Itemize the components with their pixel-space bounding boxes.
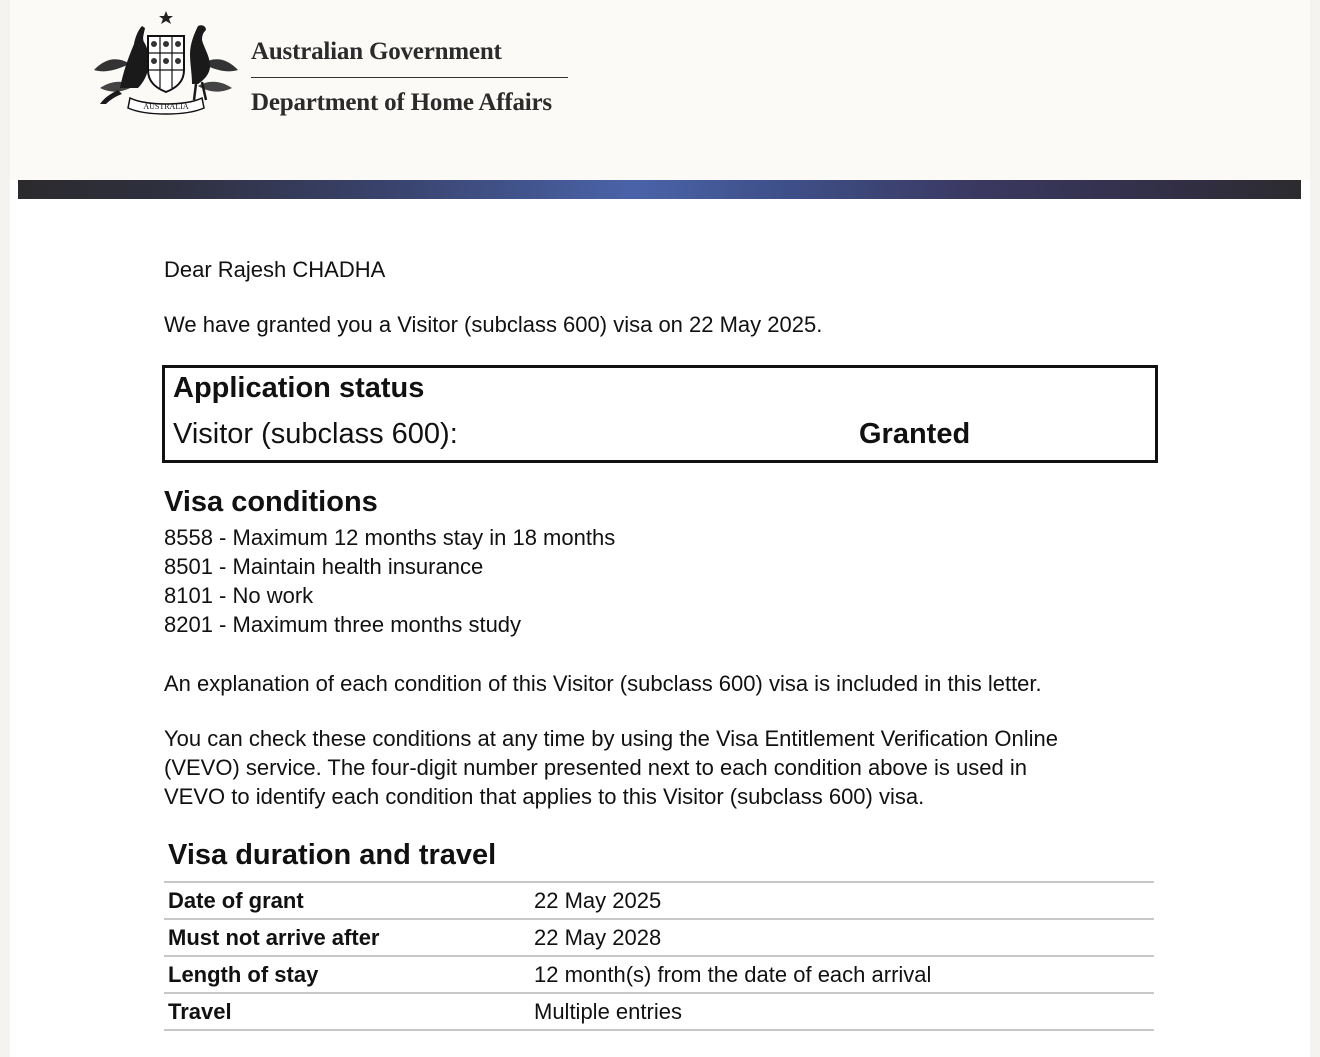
government-title: Australian Government (251, 38, 502, 65)
letterhead (10, 0, 1310, 180)
visa-grant-letter (10, 0, 1310, 1057)
conditions-explanation: An explanation of each condition of this Visitor (subclass 600) visa is included in this letter. (164, 671, 1042, 696)
table-row (164, 956, 1154, 993)
condition-item: 8501 - Maintain health insurance (164, 554, 484, 579)
application-status-box (162, 365, 1158, 463)
vevo-line: VEVO to identify each condition that applies to this Visitor (subclass 600) visa. (164, 784, 925, 809)
header-color-band (18, 180, 1301, 199)
vevo-line: You can check these conditions at any time by using the Visa Entitlement Verification Online (164, 726, 1058, 751)
duration-value: Multiple entries (530, 993, 1154, 1030)
condition-item: 8101 - No work (164, 583, 314, 608)
table-row (164, 919, 1154, 956)
table-row (164, 993, 1154, 1030)
duration-value: 12 month(s) from the date of each arrival (530, 956, 1154, 993)
vevo-line: (VEVO) service. The four-digit number presented next to each condition above is used in (164, 755, 1027, 780)
application-status-title: Application status (173, 372, 425, 404)
department-title: Department of Home Affairs (251, 89, 552, 116)
visa-duration-table (164, 881, 1154, 1031)
application-status-value: Granted (859, 418, 971, 450)
duration-value: 22 May 2025 (530, 882, 1154, 919)
visa-conditions-title: Visa conditions (164, 486, 378, 518)
application-visa-label: Visitor (subclass 600): (173, 418, 458, 450)
vevo-paragraph (164, 724, 1164, 811)
duration-value: 22 May 2028 (530, 919, 1154, 956)
condition-item: 8201 - Maximum three months study (164, 612, 522, 637)
duration-label: Must not arrive after (164, 919, 530, 956)
duration-label: Length of stay (164, 956, 530, 993)
duration-label: Date of grant (164, 882, 530, 919)
visa-duration-title: Visa duration and travel (168, 839, 497, 871)
commonwealth-coat-of-arms-icon (90, 8, 242, 120)
grant-intro: We have granted you a Visitor (subclass 600) visa on 22 May 2025. (164, 312, 823, 337)
visa-conditions-list (164, 523, 615, 639)
table-row (164, 882, 1154, 919)
letterhead-divider (251, 77, 568, 78)
duration-label: Travel (164, 993, 530, 1030)
crest-ribbon-text: AUSTRALIA (143, 102, 189, 111)
salutation: Dear Rajesh CHADHA (164, 257, 386, 282)
condition-item: 8558 - Maximum 12 months stay in 18 months (164, 525, 616, 550)
